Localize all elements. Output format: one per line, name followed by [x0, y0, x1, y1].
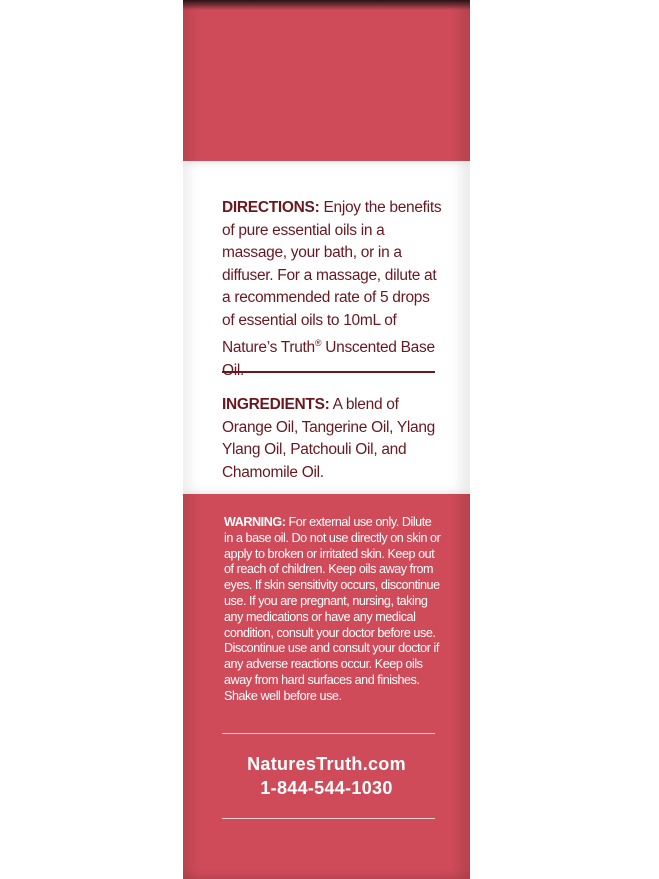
website-link[interactable]: NaturesTruth.com — [247, 754, 406, 774]
product-box-side — [183, 0, 470, 879]
divider-line — [222, 371, 435, 373]
directions-block — [222, 197, 442, 382]
ingredients-label: INGREDIENTS: — [222, 396, 330, 413]
ingredients-block — [222, 394, 442, 484]
divider-line-bottom — [222, 818, 435, 819]
warning-label: WARNING: — [224, 515, 286, 529]
ingredients-text: A blend of Orange Oil, Tangerine Oil, Ylang Ylang Oil, Patchouli Oil, and Chamomile Oil. — [222, 396, 435, 481]
registered-mark: ® — [314, 338, 322, 348]
directions-text: Enjoy the benefits of pure essential oils in a massage, your bath, or in a diffuser. For a massage, dilute at a recommended rate of 5 drops of essential oils to 10mL of Nature’s Truth — [222, 199, 442, 357]
directions-label: DIRECTIONS: — [222, 199, 320, 216]
phone-number: 1-844-544-1030 — [260, 778, 393, 798]
top-edge-shadow — [183, 0, 470, 10]
directions-text-end: Unscented Base — [325, 339, 435, 357]
divider-line-top — [222, 733, 435, 734]
white-label-panel — [183, 161, 470, 494]
warning-block — [224, 515, 442, 705]
warning-text: For external use only. Dilute in a base oil. Do not use directly on skin or apply to broken or irritated skin. Keep out of reach of children. Keep oils away from eyes. If skin sensitivity occurs, discontinue use. If you are pregnant, nursing, taking any medications or have any medical condition, consult your doctor before use. Discontinue use and consult your doctor if any adverse reactions occur. Keep oils away from hard surfaces and finishes. Shake well before use. — [224, 515, 441, 703]
